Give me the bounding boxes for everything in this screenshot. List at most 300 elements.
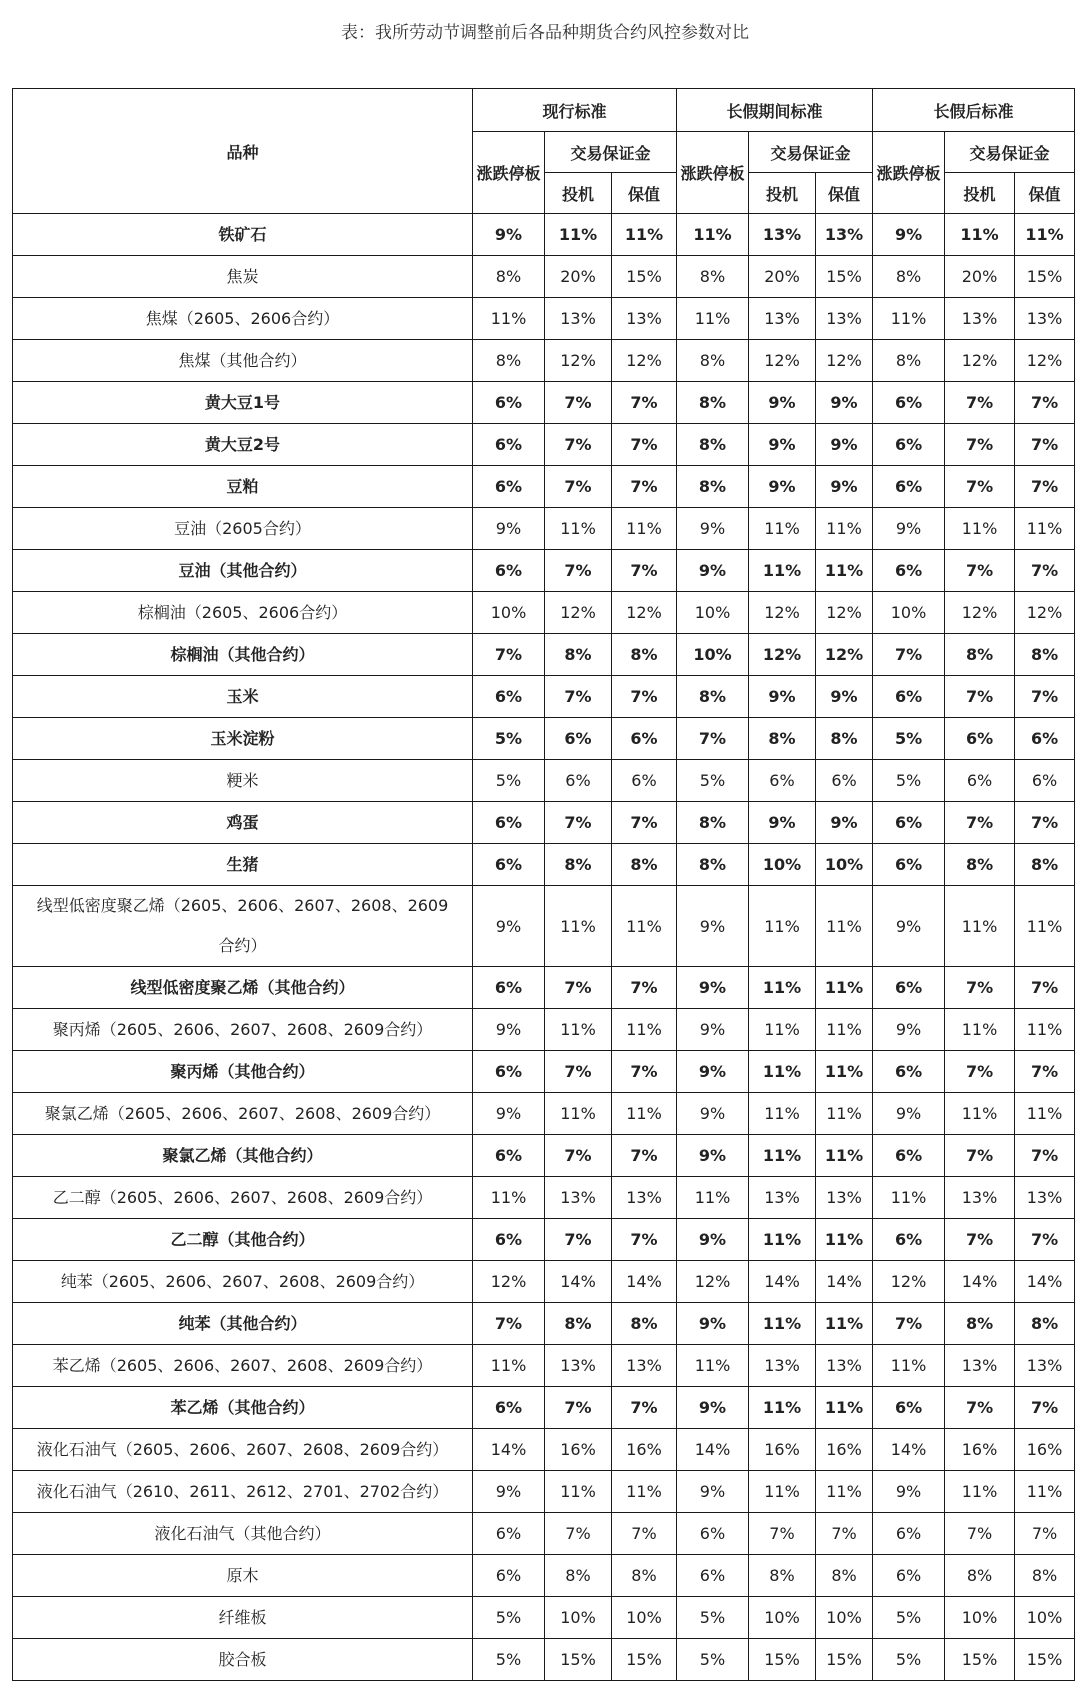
holiday-hedge-cell: 8% — [816, 718, 873, 760]
current-hedge-cell: 15% — [612, 256, 677, 298]
variety-name-cell — [13, 634, 473, 676]
after-limit-cell: 6% — [873, 676, 945, 718]
variety-name-cell — [13, 1429, 473, 1471]
group-header-current: 现行标准 — [473, 89, 677, 132]
after-limit-cell: 6% — [873, 1387, 945, 1429]
after-hedge-cell: 13% — [1015, 1177, 1075, 1219]
table-row — [13, 214, 1075, 256]
holiday-spec-cell: 12% — [749, 592, 816, 634]
variety-name-cell — [13, 886, 473, 967]
holiday-spec-cell: 12% — [749, 634, 816, 676]
current-limit-cell: 6% — [473, 802, 545, 844]
holiday-hedge-cell: 14% — [816, 1261, 873, 1303]
current-spec-cell: 11% — [545, 214, 612, 256]
table-row — [13, 508, 1075, 550]
current-hedge-cell: 14% — [612, 1261, 677, 1303]
holiday-limit-cell: 9% — [677, 886, 749, 967]
after-spec-cell: 7% — [945, 1135, 1015, 1177]
holiday-hedge-cell: 6% — [816, 760, 873, 802]
after-hedge-cell: 15% — [1015, 256, 1075, 298]
holiday-limit-cell: 5% — [677, 760, 749, 802]
variety-name-cell — [13, 718, 473, 760]
holiday-spec-cell: 6% — [749, 760, 816, 802]
current-hedge-cell: 7% — [612, 382, 677, 424]
variety-name-cell — [13, 760, 473, 802]
variety-name: 胶合板 — [218, 1649, 267, 1669]
current-hedge-cell: 8% — [612, 844, 677, 886]
current-spec-cell: 20% — [545, 256, 612, 298]
current-limit-cell: 6% — [473, 1513, 545, 1555]
variety-name-cell — [13, 298, 473, 340]
holiday-limit-cell: 6% — [677, 1513, 749, 1555]
variety-name: 线型低密度聚乙烯（2605、2606、2607、2608、2609 — [36, 896, 449, 915]
holiday-spec-cell: 11% — [749, 1051, 816, 1093]
holiday-hedge-cell: 8% — [816, 1555, 873, 1597]
current-hedge-cell: 7% — [612, 1219, 677, 1261]
table-row — [13, 298, 1075, 340]
variety-name-cell — [13, 1555, 473, 1597]
variety-name: 苯乙烯（其他合约） — [170, 1397, 315, 1417]
variety-name-cell — [13, 466, 473, 508]
group-header-after: 长假后标准 — [873, 89, 1075, 132]
current-spec-cell: 11% — [545, 886, 612, 967]
holiday-limit-cell: 8% — [677, 676, 749, 718]
holiday-spec-cell: 13% — [749, 214, 816, 256]
hedge-header: 保值 — [612, 173, 677, 214]
limit-header: 涨跌停板 — [473, 132, 545, 214]
holiday-limit-cell: 8% — [677, 844, 749, 886]
holiday-limit-cell: 8% — [677, 424, 749, 466]
holiday-hedge-cell: 12% — [816, 592, 873, 634]
table-row — [13, 550, 1075, 592]
current-limit-cell: 6% — [473, 550, 545, 592]
after-spec-cell: 13% — [945, 1345, 1015, 1387]
holiday-hedge-cell: 13% — [816, 1345, 873, 1387]
variety-name-cell — [13, 1345, 473, 1387]
current-hedge-cell: 8% — [612, 1303, 677, 1345]
current-spec-cell: 7% — [545, 550, 612, 592]
after-spec-cell: 8% — [945, 634, 1015, 676]
variety-name: 液化石油气（其他合约） — [154, 1523, 331, 1543]
holiday-limit-cell: 11% — [677, 214, 749, 256]
after-limit-cell: 7% — [873, 634, 945, 676]
variety-name: 豆油（2605合约） — [174, 518, 311, 538]
after-limit-cell: 5% — [873, 718, 945, 760]
holiday-hedge-cell: 9% — [816, 424, 873, 466]
current-spec-cell: 7% — [545, 1219, 612, 1261]
holiday-hedge-cell: 11% — [816, 886, 873, 967]
after-hedge-cell: 7% — [1015, 382, 1075, 424]
after-hedge-cell: 8% — [1015, 1303, 1075, 1345]
variety-name: 焦炭 — [226, 266, 259, 286]
after-spec-cell: 7% — [945, 802, 1015, 844]
variety-name-cell — [13, 802, 473, 844]
current-spec-cell: 7% — [545, 802, 612, 844]
variety-name: 线型低密度聚乙烯（其他合约） — [130, 977, 355, 997]
table-row — [13, 760, 1075, 802]
after-spec-cell: 8% — [945, 844, 1015, 886]
after-spec-cell: 11% — [945, 508, 1015, 550]
group-header-holiday: 长假期间标准 — [677, 89, 873, 132]
after-hedge-cell: 7% — [1015, 1219, 1075, 1261]
after-limit-cell: 6% — [873, 1135, 945, 1177]
variety-name: 聚丙烯（其他合约） — [170, 1061, 315, 1081]
variety-name-cell — [13, 592, 473, 634]
holiday-limit-cell: 9% — [677, 967, 749, 1009]
after-hedge-cell: 7% — [1015, 676, 1075, 718]
holiday-hedge-cell: 11% — [816, 1387, 873, 1429]
table-row — [13, 718, 1075, 760]
table-row — [13, 1471, 1075, 1513]
variety-name: 棕榈油（其他合约） — [170, 644, 315, 664]
current-limit-cell: 8% — [473, 340, 545, 382]
after-limit-cell: 9% — [873, 1093, 945, 1135]
current-limit-cell: 6% — [473, 1555, 545, 1597]
holiday-hedge-cell: 11% — [816, 1051, 873, 1093]
holiday-hedge-cell: 12% — [816, 634, 873, 676]
after-spec-cell: 7% — [945, 967, 1015, 1009]
current-spec-cell: 8% — [545, 634, 612, 676]
after-spec-cell: 15% — [945, 1639, 1015, 1681]
current-spec-cell: 8% — [545, 1303, 612, 1345]
holiday-spec-cell: 15% — [749, 1639, 816, 1681]
after-hedge-cell: 13% — [1015, 1345, 1075, 1387]
after-spec-cell: 7% — [945, 1387, 1015, 1429]
variety-name: 豆油（其他合约） — [178, 560, 307, 580]
holiday-spec-cell: 13% — [749, 1345, 816, 1387]
holiday-limit-cell: 8% — [677, 802, 749, 844]
holiday-spec-cell: 11% — [749, 967, 816, 1009]
after-spec-cell: 12% — [945, 340, 1015, 382]
holiday-hedge-cell: 9% — [816, 802, 873, 844]
table-row — [13, 256, 1075, 298]
table-row — [13, 592, 1075, 634]
after-hedge-cell: 11% — [1015, 1471, 1075, 1513]
after-limit-cell: 6% — [873, 1513, 945, 1555]
variety-name-cell — [13, 1093, 473, 1135]
holiday-limit-cell: 11% — [677, 1345, 749, 1387]
holiday-limit-cell: 9% — [677, 1093, 749, 1135]
after-hedge-cell: 11% — [1015, 886, 1075, 967]
after-limit-cell: 9% — [873, 886, 945, 967]
after-spec-cell: 16% — [945, 1429, 1015, 1471]
after-spec-cell: 7% — [945, 1051, 1015, 1093]
variety-name: 玉米淀粉 — [210, 728, 275, 748]
variety-name-cell — [13, 1387, 473, 1429]
after-spec-cell: 11% — [945, 1471, 1015, 1513]
current-hedge-cell: 7% — [612, 676, 677, 718]
table-row — [13, 340, 1075, 382]
current-spec-cell: 6% — [545, 760, 612, 802]
variety-name: 焦煤（2605、2606合约） — [145, 308, 340, 328]
after-limit-cell: 6% — [873, 967, 945, 1009]
variety-name-cell — [13, 256, 473, 298]
holiday-hedge-cell: 11% — [816, 1135, 873, 1177]
holiday-spec-cell: 7% — [749, 1513, 816, 1555]
variety-name: 豆粕 — [226, 476, 259, 496]
after-limit-cell: 6% — [873, 382, 945, 424]
holiday-limit-cell: 5% — [677, 1639, 749, 1681]
after-hedge-cell: 7% — [1015, 1135, 1075, 1177]
holiday-spec-cell: 10% — [749, 1597, 816, 1639]
holiday-spec-cell: 8% — [749, 1555, 816, 1597]
current-hedge-cell: 11% — [612, 1009, 677, 1051]
after-hedge-cell: 15% — [1015, 1639, 1075, 1681]
current-limit-cell: 6% — [473, 676, 545, 718]
after-hedge-cell: 6% — [1015, 760, 1075, 802]
after-spec-cell: 7% — [945, 1219, 1015, 1261]
current-spec-cell: 7% — [545, 466, 612, 508]
after-spec-cell: 11% — [945, 886, 1015, 967]
current-limit-cell: 9% — [473, 214, 545, 256]
variety-name: 纤维板 — [218, 1607, 267, 1627]
current-hedge-cell: 11% — [612, 508, 677, 550]
current-hedge-cell: 8% — [612, 1555, 677, 1597]
variety-name: 液化石油气（2610、2611、2612、2701、2702合约） — [36, 1481, 449, 1501]
after-hedge-cell: 8% — [1015, 634, 1075, 676]
current-limit-cell: 8% — [473, 256, 545, 298]
holiday-limit-cell: 11% — [677, 298, 749, 340]
table-row — [13, 1345, 1075, 1387]
current-spec-cell: 12% — [545, 340, 612, 382]
after-spec-cell: 6% — [945, 718, 1015, 760]
after-spec-cell: 7% — [945, 424, 1015, 466]
current-limit-cell: 7% — [473, 634, 545, 676]
variety-name-cell — [13, 1639, 473, 1681]
variety-name-cell — [13, 1009, 473, 1051]
holiday-limit-cell: 9% — [677, 508, 749, 550]
after-hedge-cell: 8% — [1015, 844, 1075, 886]
after-limit-cell: 6% — [873, 424, 945, 466]
holiday-limit-cell: 8% — [677, 382, 749, 424]
after-spec-cell: 7% — [945, 466, 1015, 508]
after-limit-cell: 7% — [873, 1303, 945, 1345]
holiday-hedge-cell: 11% — [816, 550, 873, 592]
current-hedge-cell: 7% — [612, 1387, 677, 1429]
current-limit-cell: 9% — [473, 1471, 545, 1513]
after-limit-cell: 5% — [873, 760, 945, 802]
limit-header: 涨跌停板 — [677, 132, 749, 214]
current-limit-cell: 6% — [473, 424, 545, 466]
current-hedge-cell: 12% — [612, 592, 677, 634]
holiday-limit-cell: 10% — [677, 592, 749, 634]
variety-name: 粳米 — [226, 770, 259, 790]
holiday-limit-cell: 9% — [677, 1471, 749, 1513]
variety-name-cell — [13, 676, 473, 718]
speculation-header: 投机 — [945, 173, 1015, 214]
holiday-hedge-cell: 15% — [816, 256, 873, 298]
current-spec-cell: 7% — [545, 382, 612, 424]
holiday-hedge-cell: 13% — [816, 214, 873, 256]
holiday-hedge-cell: 13% — [816, 298, 873, 340]
holiday-hedge-cell: 11% — [816, 1303, 873, 1345]
holiday-spec-cell: 11% — [749, 508, 816, 550]
after-hedge-cell: 8% — [1015, 1555, 1075, 1597]
current-spec-cell: 7% — [545, 676, 612, 718]
holiday-limit-cell: 12% — [677, 1261, 749, 1303]
holiday-limit-cell: 8% — [677, 466, 749, 508]
holiday-limit-cell: 9% — [677, 1051, 749, 1093]
after-spec-cell: 12% — [945, 592, 1015, 634]
table-caption: 表：我所劳动节调整前后各品种期货合约风控参数对比 — [341, 23, 749, 43]
current-hedge-cell: 7% — [612, 466, 677, 508]
variety-name-cell — [13, 1303, 473, 1345]
after-hedge-cell: 7% — [1015, 1513, 1075, 1555]
current-limit-cell: 6% — [473, 382, 545, 424]
after-hedge-cell: 11% — [1015, 1009, 1075, 1051]
holiday-spec-cell: 9% — [749, 676, 816, 718]
after-limit-cell: 5% — [873, 1639, 945, 1681]
holiday-limit-cell: 9% — [677, 1219, 749, 1261]
variety-name: 乙二醇（2605、2606、2607、2608、2609合约） — [52, 1187, 433, 1207]
current-spec-cell: 7% — [545, 1135, 612, 1177]
after-hedge-cell: 12% — [1015, 592, 1075, 634]
variety-header: 品种 — [13, 89, 473, 214]
variety-name: 焦煤（其他合约） — [178, 350, 307, 370]
after-hedge-cell: 11% — [1015, 1093, 1075, 1135]
variety-name: 鸡蛋 — [226, 812, 259, 832]
hedge-header: 保值 — [1015, 173, 1075, 214]
variety-name-cell — [13, 508, 473, 550]
holiday-spec-cell: 9% — [749, 466, 816, 508]
after-hedge-cell: 13% — [1015, 298, 1075, 340]
after-limit-cell: 9% — [873, 214, 945, 256]
holiday-spec-cell: 11% — [749, 886, 816, 967]
speculation-header: 投机 — [749, 173, 816, 214]
table-row — [13, 1009, 1075, 1051]
after-limit-cell: 14% — [873, 1429, 945, 1471]
variety-name-cell — [13, 424, 473, 466]
after-spec-cell: 11% — [945, 1009, 1015, 1051]
current-hedge-cell: 7% — [612, 550, 677, 592]
current-spec-cell: 13% — [545, 298, 612, 340]
current-limit-cell: 9% — [473, 886, 545, 967]
after-limit-cell: 9% — [873, 508, 945, 550]
holiday-spec-cell: 8% — [749, 718, 816, 760]
after-limit-cell: 6% — [873, 844, 945, 886]
variety-name-cell — [13, 1219, 473, 1261]
after-spec-cell: 8% — [945, 1555, 1015, 1597]
current-spec-cell: 10% — [545, 1597, 612, 1639]
table-body — [13, 214, 1075, 1681]
table-row — [13, 886, 1075, 967]
variety-name-cell — [13, 1135, 473, 1177]
current-hedge-cell: 7% — [612, 424, 677, 466]
after-spec-cell: 11% — [945, 214, 1015, 256]
current-hedge-cell: 10% — [612, 1597, 677, 1639]
variety-name: 黄大豆1号 — [204, 392, 281, 412]
after-hedge-cell: 7% — [1015, 424, 1075, 466]
current-limit-cell: 5% — [473, 718, 545, 760]
variety-name: 液化石油气（2605、2606、2607、2608、2609合约） — [36, 1439, 449, 1459]
after-limit-cell: 8% — [873, 340, 945, 382]
current-limit-cell: 5% — [473, 1639, 545, 1681]
table-row — [13, 1135, 1075, 1177]
variety-name-cell — [13, 550, 473, 592]
table-row — [13, 1051, 1075, 1093]
after-spec-cell: 6% — [945, 760, 1015, 802]
variety-name-cell — [13, 1471, 473, 1513]
after-spec-cell: 7% — [945, 382, 1015, 424]
margin-header: 交易保证金 — [545, 132, 677, 173]
table-row — [13, 1177, 1075, 1219]
current-hedge-cell: 13% — [612, 1177, 677, 1219]
variety-name: 生猪 — [226, 854, 259, 874]
after-spec-cell: 20% — [945, 256, 1015, 298]
current-spec-cell: 14% — [545, 1261, 612, 1303]
hedge-header: 保值 — [816, 173, 873, 214]
table-row — [13, 1387, 1075, 1429]
current-limit-cell: 12% — [473, 1261, 545, 1303]
holiday-spec-cell: 12% — [749, 340, 816, 382]
after-limit-cell: 8% — [873, 256, 945, 298]
after-limit-cell: 6% — [873, 550, 945, 592]
after-limit-cell: 6% — [873, 466, 945, 508]
after-spec-cell: 11% — [945, 1093, 1015, 1135]
table-row — [13, 382, 1075, 424]
current-hedge-cell: 6% — [612, 760, 677, 802]
current-spec-cell: 13% — [545, 1345, 612, 1387]
after-spec-cell: 13% — [945, 1177, 1015, 1219]
after-hedge-cell: 11% — [1015, 214, 1075, 256]
table-row — [13, 802, 1075, 844]
holiday-hedge-cell: 11% — [816, 967, 873, 1009]
current-limit-cell: 6% — [473, 1387, 545, 1429]
current-limit-cell: 9% — [473, 508, 545, 550]
after-limit-cell: 11% — [873, 1177, 945, 1219]
after-spec-cell: 13% — [945, 298, 1015, 340]
holiday-limit-cell: 9% — [677, 1303, 749, 1345]
holiday-limit-cell: 11% — [677, 1177, 749, 1219]
holiday-hedge-cell: 7% — [816, 1513, 873, 1555]
current-hedge-cell: 16% — [612, 1429, 677, 1471]
table-row — [13, 1429, 1075, 1471]
current-limit-cell: 9% — [473, 1093, 545, 1135]
after-limit-cell: 12% — [873, 1261, 945, 1303]
current-hedge-cell: 11% — [612, 214, 677, 256]
table-header — [13, 89, 1075, 214]
current-limit-cell: 6% — [473, 1051, 545, 1093]
after-hedge-cell: 10% — [1015, 1597, 1075, 1639]
after-hedge-cell: 14% — [1015, 1261, 1075, 1303]
current-hedge-cell: 8% — [612, 634, 677, 676]
holiday-spec-cell: 20% — [749, 256, 816, 298]
after-spec-cell: 7% — [945, 676, 1015, 718]
after-hedge-cell: 7% — [1015, 550, 1075, 592]
holiday-hedge-cell: 9% — [816, 676, 873, 718]
current-limit-cell: 6% — [473, 1219, 545, 1261]
holiday-limit-cell: 10% — [677, 634, 749, 676]
holiday-spec-cell: 13% — [749, 298, 816, 340]
risk-parameter-table — [12, 88, 1075, 1681]
holiday-spec-cell: 10% — [749, 844, 816, 886]
variety-name: 苯乙烯（2605、2606、2607、2608、2609合约） — [52, 1355, 433, 1375]
holiday-hedge-cell: 11% — [816, 508, 873, 550]
current-limit-cell: 11% — [473, 298, 545, 340]
variety-name: 纯苯（2605、2606、2607、2608、2609合约） — [60, 1271, 425, 1291]
speculation-header: 投机 — [545, 173, 612, 214]
current-limit-cell: 11% — [473, 1177, 545, 1219]
current-hedge-cell: 15% — [612, 1639, 677, 1681]
holiday-limit-cell: 9% — [677, 550, 749, 592]
holiday-spec-cell: 11% — [749, 1387, 816, 1429]
current-limit-cell: 7% — [473, 1303, 545, 1345]
current-limit-cell: 11% — [473, 1345, 545, 1387]
table-row — [13, 1093, 1075, 1135]
current-spec-cell: 11% — [545, 508, 612, 550]
table-row — [13, 634, 1075, 676]
holiday-hedge-cell: 11% — [816, 1093, 873, 1135]
